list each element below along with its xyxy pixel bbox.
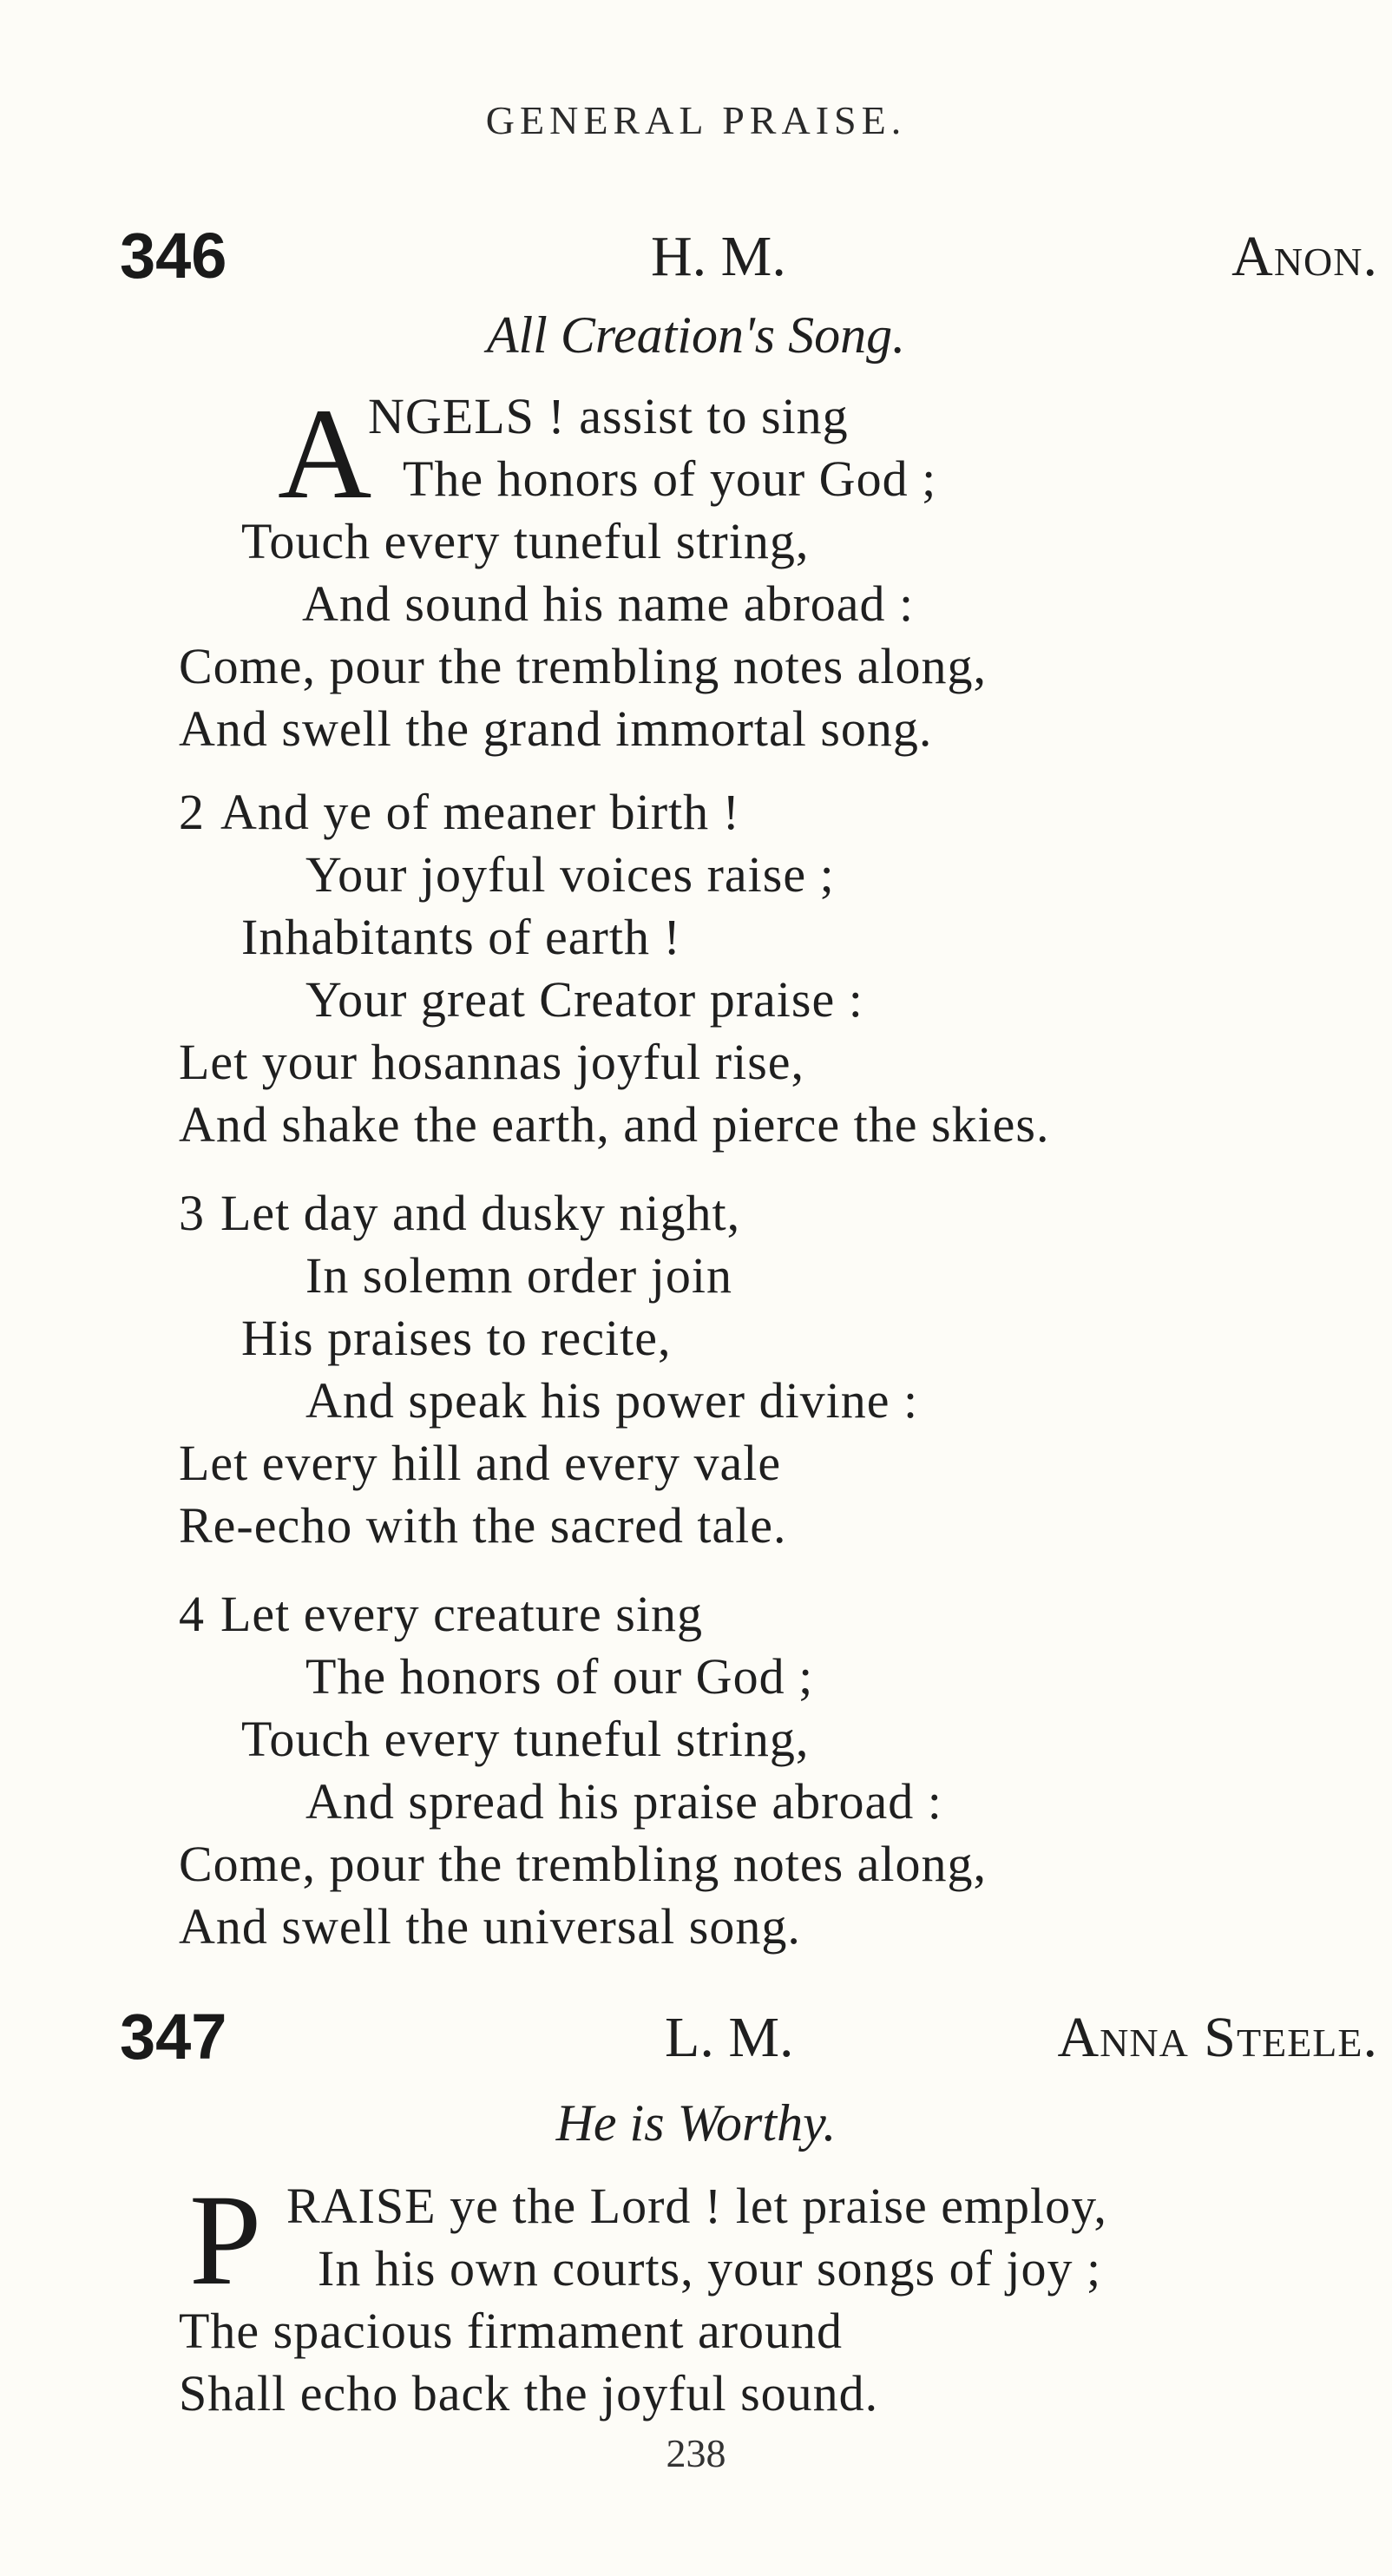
verse-number: 2 <box>179 784 205 840</box>
verse-line: Let every hill and every vale <box>179 1435 782 1491</box>
hymn-number: 346 <box>120 220 227 292</box>
verse-line: And spread his praise abroad : <box>305 1773 942 1830</box>
hymn-author: Anna Steele. <box>1057 2006 1378 2069</box>
verse-line: 4 Let every creature sing <box>179 1586 703 1642</box>
running-head: GENERAL PRAISE. <box>485 98 907 142</box>
verse-line: The spacious firmament around <box>179 2303 844 2359</box>
verse-line: Shall echo back the joyful sound. <box>179 2365 879 2422</box>
verse-line: His praises to recite, <box>241 1310 672 1366</box>
verse-line: Your joyful voices raise ; <box>305 846 835 903</box>
verse-line: The honors of our God ; <box>305 1648 814 1705</box>
verse-line: RAISE ye the Lord ! let praise employ, <box>286 2178 1107 2234</box>
verse-line: Come, pour the trembling notes along, <box>179 638 988 694</box>
hymn-number: 347 <box>120 2001 227 2073</box>
hymn-346-title: All Creation's Song. <box>486 306 906 364</box>
verse-line: Touch every tuneful string, <box>241 513 810 569</box>
verse-line: Re-echo with the sacred tale. <box>179 1497 787 1554</box>
verse-line: And speak his power divine : <box>305 1372 919 1429</box>
hymn-347-header <box>120 2000 1378 2078</box>
dropcap: P <box>189 2168 262 2312</box>
verse-number: 3 <box>179 1185 205 1241</box>
hymn-346-header <box>120 219 1378 297</box>
verse-line: And sound his name abroad : <box>302 575 915 632</box>
hymn-meter: L. M. <box>665 2006 794 2069</box>
hymn-347-title: He is Worthy. <box>555 2094 837 2152</box>
verse-line: And swell the grand immortal song. <box>179 700 933 757</box>
verse-number: 4 <box>179 1586 205 1642</box>
verse-line: Your great Creator praise : <box>305 971 863 1028</box>
verse-line: Touch every tuneful string, <box>241 1711 810 1767</box>
verse-line: 3 Let day and dusky night, <box>179 1185 741 1241</box>
hymn-author: Anon. <box>1231 225 1378 288</box>
verse-line: And shake the earth, and pierce the skies. <box>179 1096 1050 1153</box>
hymn-meter: H. M. <box>651 225 786 288</box>
verse-line: The honors of your God ; <box>403 450 937 507</box>
verse-line: Come, pour the trembling notes along, <box>179 1836 988 1892</box>
verse-line: In his own courts, your songs of joy ; <box>318 2240 1102 2297</box>
page-number: 238 <box>666 2431 726 2475</box>
verse-line: Let your hosannas joyful rise, <box>179 1034 805 1090</box>
dropcap: A <box>278 382 372 526</box>
verse-line: And swell the universal song. <box>179 1898 801 1955</box>
verse-line: Inhabitants of earth ! <box>241 909 681 965</box>
verse-line: In solemn order join <box>305 1247 732 1304</box>
verse-line: NGELS ! assist to sing <box>368 388 849 444</box>
verse-line: 2 And ye of meaner birth ! <box>179 784 740 840</box>
